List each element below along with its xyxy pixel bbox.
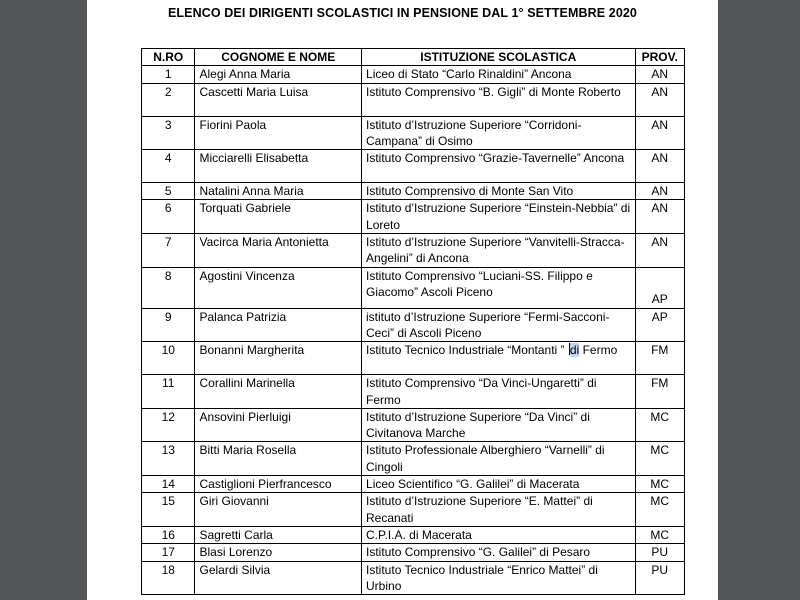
row-name: Ansovini Pierluigi — [195, 408, 362, 442]
table-row — [142, 308, 685, 342]
row-province: AN — [635, 116, 684, 150]
table-row — [142, 375, 685, 409]
table-row — [142, 342, 685, 375]
row-school: istituto d’Istruzione Superiore “Fermi-Sacconi-Ceci” di Ascoli Piceno — [362, 308, 636, 342]
row-name: Agostini Vincenza — [195, 267, 362, 308]
row-number: 11 — [142, 375, 195, 409]
table-row — [142, 561, 685, 595]
row-province: MC — [635, 493, 684, 527]
row-school: Liceo di Stato “Carlo Rinaldini” Ancona — [362, 66, 636, 83]
row-number: 2 — [142, 83, 195, 116]
row-province: AN — [635, 66, 684, 83]
row-number: 18 — [142, 561, 195, 595]
row-number: 9 — [142, 308, 195, 342]
row-number: 17 — [142, 544, 195, 561]
row-province: FM — [635, 342, 684, 375]
row-province: AP — [635, 308, 684, 342]
row-number: 10 — [142, 342, 195, 375]
row-school: Istituto d’Istruzione Superiore “Corridoni-Campana” di Osimo — [362, 116, 636, 150]
row-province: MC — [635, 526, 684, 543]
table-row — [142, 183, 685, 200]
row-school: C.P.I.A. di Macerata — [362, 526, 636, 543]
row-school: Istituto Comprensivo “G. Galilei” di Pesaro — [362, 544, 636, 561]
row-name: Castiglioni Pierfrancesco — [195, 476, 362, 493]
row-name: Cascetti Maria Luisa — [195, 83, 362, 116]
table-row — [142, 476, 685, 493]
row-school: Istituto Professionale Alberghiero “Varnelli” di Cingoli — [362, 442, 636, 476]
table-row — [142, 408, 685, 442]
table-row — [142, 116, 685, 150]
row-name: Corallini Marinella — [195, 375, 362, 409]
row-number: 8 — [142, 267, 195, 308]
row-name: Micciarelli Elisabetta — [195, 150, 362, 183]
row-name: Torquati Gabriele — [195, 200, 362, 234]
row-number: 14 — [142, 476, 195, 493]
row-number: 6 — [142, 200, 195, 234]
header-province: PROV. — [635, 49, 684, 66]
row-province: AN — [635, 83, 684, 116]
row-province: PU — [635, 561, 684, 595]
row-province: AN — [635, 183, 684, 200]
row-name: Gelardi Silvia — [195, 561, 362, 595]
row-number: 12 — [142, 408, 195, 442]
table-row — [142, 234, 685, 268]
table-row — [142, 544, 685, 561]
table-row — [142, 526, 685, 543]
row-school: Istituto d’Istruzione Superiore “Vanvitelli-Stracca-Angelini” di Ancona — [362, 234, 636, 268]
row-province: MC — [635, 442, 684, 476]
row-number: 16 — [142, 526, 195, 543]
row-name: Natalini Anna Maria — [195, 183, 362, 200]
selected-text[interactable]: di — [569, 343, 580, 358]
row-name: Fiorini Paola — [195, 116, 362, 150]
row-school: Istituto Comprensivo di Monte San Vito — [362, 183, 636, 200]
row-school[interactable] — [362, 342, 636, 375]
school-text-after: Fermo — [579, 343, 618, 358]
row-school: Istituto Tecnico Industriale “Enrico Mattei” di Urbino — [362, 561, 636, 595]
row-school: Istituto d’Istruzione Superiore “Einstein-Nebbia” di Loreto — [362, 200, 636, 234]
row-school: Istituto Comprensivo “Luciani-SS. Filippo e Giacomo” Ascoli Piceno — [362, 267, 636, 308]
row-number: 3 — [142, 116, 195, 150]
table-row — [142, 66, 685, 83]
row-name: Vacirca Maria Antonietta — [195, 234, 362, 268]
row-school: Istituto Comprensivo “Grazie-Tavernelle” Ancona — [362, 150, 636, 183]
row-name: Blasi Lorenzo — [195, 544, 362, 561]
table-row — [142, 83, 685, 116]
row-school: Istituto d’Istruzione Superiore “Da Vinci” di Civitanova Marche — [362, 408, 636, 442]
row-school: Liceo Scientifico “G. Galilei” di Macerata — [362, 476, 636, 493]
row-school: Istituto Comprensivo “B. Gigli” di Monte Roberto — [362, 83, 636, 116]
table-row — [142, 200, 685, 234]
row-number: 4 — [142, 150, 195, 183]
row-province: AP — [635, 267, 684, 308]
row-province: AN — [635, 200, 684, 234]
document-title: ELENCO DEI DIRIGENTI SCOLASTICI IN PENSIONE DAL 1° SETTEMBRE 2020 — [168, 6, 637, 20]
header-number: N.RO — [142, 49, 195, 66]
row-name: Bitti Maria Rosella — [195, 442, 362, 476]
document-page — [87, 0, 718, 600]
row-name: Giri Giovanni — [195, 493, 362, 527]
row-number: 13 — [142, 442, 195, 476]
row-name: Bonanni Margherita — [195, 342, 362, 375]
retirement-table — [141, 48, 685, 595]
table-row — [142, 150, 685, 183]
row-school: Istituto d’Istruzione Superiore “E. Mattei” di Recanati — [362, 493, 636, 527]
row-name: Palanca Patrizia — [195, 308, 362, 342]
header-name: COGNOME E NOME — [195, 49, 362, 66]
header-school: ISTITUZIONE SCOLASTICA — [362, 49, 636, 66]
row-province: FM — [635, 375, 684, 409]
row-number: 7 — [142, 234, 195, 268]
row-number: 5 — [142, 183, 195, 200]
row-province: AN — [635, 234, 684, 268]
row-province: AN — [635, 150, 684, 183]
row-number: 1 — [142, 66, 195, 83]
row-province: PU — [635, 544, 684, 561]
row-name: Sagretti Carla — [195, 526, 362, 543]
table-row — [142, 267, 685, 308]
row-number: 15 — [142, 493, 195, 527]
table-header-row — [142, 49, 685, 66]
table-row — [142, 442, 685, 476]
row-school: Istituto Comprensivo “Da Vinci-Ungaretti” di Fermo — [362, 375, 636, 409]
row-province: MC — [635, 408, 684, 442]
school-text-before: Istituto Tecnico Industriale “Montanti ” — [366, 343, 568, 358]
table-row — [142, 493, 685, 527]
row-province: MC — [635, 476, 684, 493]
row-name: Alegi Anna Maria — [195, 66, 362, 83]
